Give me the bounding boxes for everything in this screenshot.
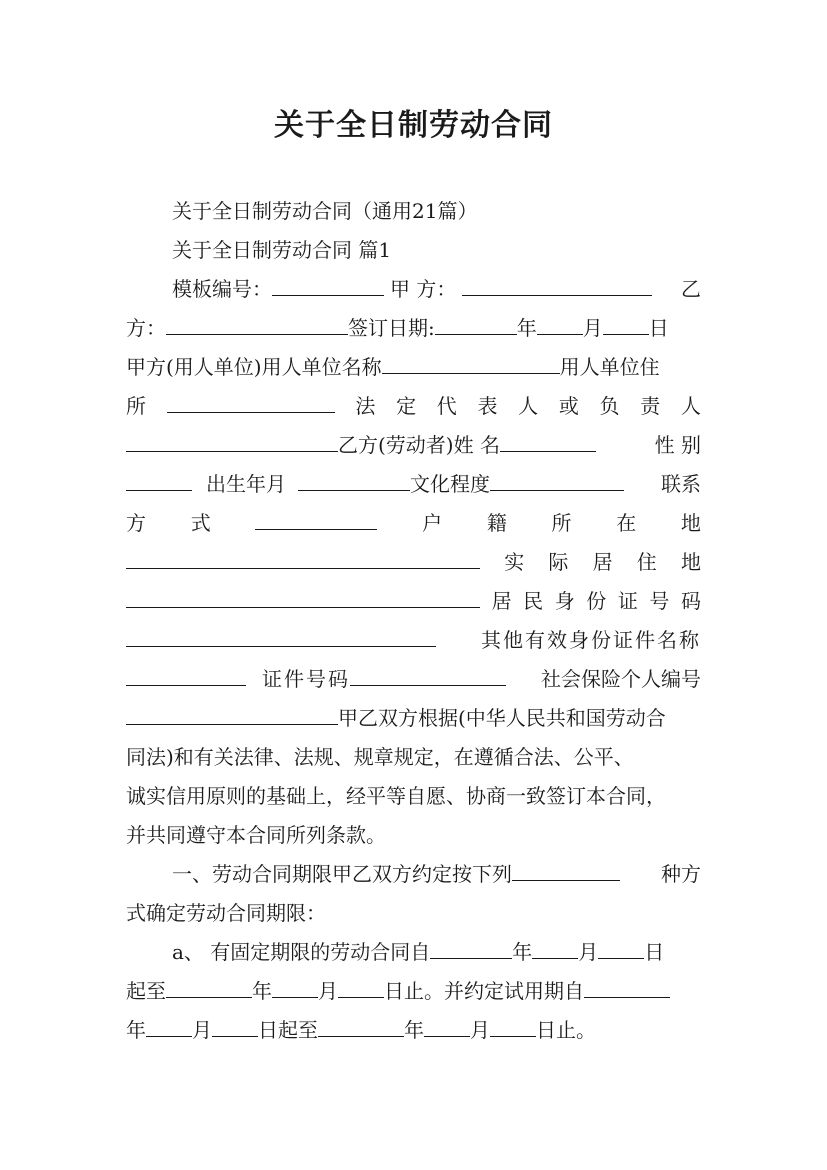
sign-year-blank[interactable]	[435, 314, 517, 335]
contract-line-17	[126, 820, 701, 850]
contract-line-18	[172, 859, 701, 889]
employer-name-label: 甲方(用人单位)用人单位名称	[126, 355, 382, 379]
birth-date-label: 出生年月	[206, 472, 286, 496]
char: 居	[491, 589, 512, 613]
until-label: 日起至	[258, 1018, 318, 1042]
template-number-label: 模板编号：	[172, 277, 272, 301]
contact-blank[interactable]	[255, 509, 377, 530]
term-type-blank[interactable]	[512, 860, 620, 881]
char: 责	[640, 394, 661, 418]
employer-address-label-end: 所	[126, 394, 146, 418]
char: 定	[396, 394, 417, 418]
char: 际	[548, 550, 569, 574]
char: 民	[523, 589, 544, 613]
year-label: 年	[512, 940, 533, 964]
contract-line-21	[126, 976, 701, 1006]
probation-start-day-blank[interactable]	[212, 1016, 258, 1037]
body-text: 诚实信用原则的基础上，经平等自愿、协商一致签订本合同，	[126, 784, 666, 808]
probation-start-year-blank[interactable]	[584, 977, 670, 998]
probation-start-month-blank[interactable]	[146, 1016, 192, 1037]
char: 号	[649, 589, 670, 613]
contract-line-22	[126, 1015, 701, 1045]
day-label: 日	[644, 940, 665, 964]
contract-line-3	[172, 274, 701, 304]
month-label: 月	[318, 979, 338, 1003]
gender-blank[interactable]	[126, 470, 192, 491]
char: 实	[504, 550, 525, 574]
char: 籍	[486, 511, 507, 535]
employer-name-blank[interactable]	[382, 353, 560, 374]
end-year-blank[interactable]	[166, 977, 252, 998]
legal-representative-blank[interactable]	[126, 431, 338, 452]
actual-residence-blank[interactable]	[126, 587, 480, 608]
body-text: 甲乙双方根据(中华人民共和国劳动合	[338, 706, 666, 730]
education-label: 文化程度	[410, 472, 490, 496]
char: 法	[355, 394, 376, 418]
contract-line-16	[126, 781, 701, 811]
char: 人	[680, 394, 701, 418]
term-clause-text-end: 种方	[661, 862, 701, 886]
body-text: 同法)和有关法律、法规、规章规定，在遵循合法、公平、	[126, 745, 634, 769]
id-number-blank[interactable]	[126, 626, 436, 647]
year-label: 年	[126, 1018, 146, 1042]
fixed-term-label: a、 有固定期限的劳动合同自	[172, 940, 431, 964]
party-b-label-end: 方：	[126, 316, 166, 340]
char: 代	[436, 394, 457, 418]
month-label: 月	[582, 316, 603, 340]
end-month-blank[interactable]	[272, 977, 318, 998]
signing-date-label: 签订日期:	[348, 316, 435, 340]
party-a-blank[interactable]	[462, 275, 652, 296]
probation-end-day-blank[interactable]	[490, 1016, 536, 1037]
contract-line-10	[126, 547, 701, 577]
probation-label: 日止。并约定试用期自	[384, 979, 584, 1003]
contract-line-19	[126, 898, 701, 928]
year-label: 年	[516, 316, 537, 340]
employee-name-label: 乙方(劳动者)姓 名	[338, 433, 500, 457]
month-label: 月	[470, 1018, 490, 1042]
char: 方	[126, 511, 146, 535]
char: 或	[558, 394, 579, 418]
start-year-blank[interactable]	[430, 938, 512, 959]
sign-day-blank[interactable]	[603, 314, 649, 335]
contract-line-5	[126, 352, 701, 382]
employer-address-label: 用人单位住	[559, 355, 660, 379]
char: 表	[477, 394, 498, 418]
certificate-number-blank[interactable]	[350, 665, 506, 686]
section-heading	[172, 235, 701, 265]
start-day-blank[interactable]	[598, 938, 644, 959]
gender-label: 性 别	[654, 433, 701, 457]
contract-line-8	[126, 469, 701, 499]
subtitle-text: 关于全日制劳动合同（通用21篇）	[172, 199, 478, 223]
contract-line-12	[126, 625, 701, 655]
id-number-label: 证件号码	[262, 667, 350, 691]
char: 住	[636, 550, 657, 574]
start-month-blank[interactable]	[532, 938, 578, 959]
section-heading-text: 关于全日制劳动合同 篇1	[172, 238, 392, 262]
char: 居	[592, 550, 613, 574]
contract-line-11	[126, 586, 701, 616]
day-label: 日	[648, 316, 669, 340]
term-clause-text: 一、劳动合同期限甲乙双方约定按下列	[172, 862, 512, 886]
month-label: 月	[192, 1018, 212, 1042]
char: 证	[617, 589, 638, 613]
body-text: 并共同遵守本合同所列条款。	[126, 823, 386, 847]
year-label: 年	[252, 979, 272, 1003]
party-a-label: 甲 方：	[390, 277, 457, 301]
party-b-blank[interactable]	[166, 314, 348, 335]
contract-line-13	[126, 664, 701, 694]
contract-line-15	[126, 742, 701, 772]
education-blank[interactable]	[490, 470, 624, 491]
sign-month-blank[interactable]	[537, 314, 583, 335]
subtitle-line	[172, 196, 701, 226]
end-day-blank[interactable]	[338, 977, 384, 998]
char: 负	[599, 394, 620, 418]
contract-line-7	[126, 430, 701, 460]
end-label: 日止。	[536, 1018, 596, 1042]
employer-address-blank[interactable]	[167, 392, 335, 413]
year-label: 年	[404, 1018, 424, 1042]
social-insurance-label: 社会保险个人编号	[541, 667, 701, 691]
char: 身	[554, 589, 575, 613]
social-insurance-blank[interactable]	[126, 704, 338, 725]
contract-line-20	[172, 937, 701, 967]
char: 在	[616, 511, 637, 535]
char: 所	[551, 511, 572, 535]
contract-line-9	[126, 508, 701, 538]
template-number-blank[interactable]	[272, 275, 384, 296]
contact-label: 联系	[661, 472, 701, 496]
month-label: 月	[578, 940, 599, 964]
char: 地	[680, 511, 701, 535]
char: 人	[518, 394, 539, 418]
contract-line-4	[126, 313, 701, 343]
probation-end-year-blank[interactable]	[318, 1016, 404, 1037]
char: 地	[680, 550, 701, 574]
contract-line-14	[126, 703, 701, 733]
probation-end-month-blank[interactable]	[424, 1016, 470, 1037]
other-id-name-blank[interactable]	[126, 665, 246, 686]
char: 码	[680, 589, 701, 613]
document-title: 关于全日制劳动合同	[274, 108, 553, 143]
birth-date-blank[interactable]	[298, 470, 410, 491]
body-text: 式确定劳动合同期限：	[126, 901, 326, 925]
char: 户	[422, 511, 443, 535]
registered-residence-blank[interactable]	[126, 548, 480, 569]
other-id-name-label: 其他有效身份证件名称	[481, 628, 701, 652]
char: 式	[190, 511, 211, 535]
employee-name-blank[interactable]	[500, 431, 596, 452]
char: 份	[586, 589, 607, 613]
until-label: 起至	[126, 979, 166, 1003]
party-b-label-start: 乙	[681, 277, 701, 301]
contract-line-6	[126, 391, 701, 421]
